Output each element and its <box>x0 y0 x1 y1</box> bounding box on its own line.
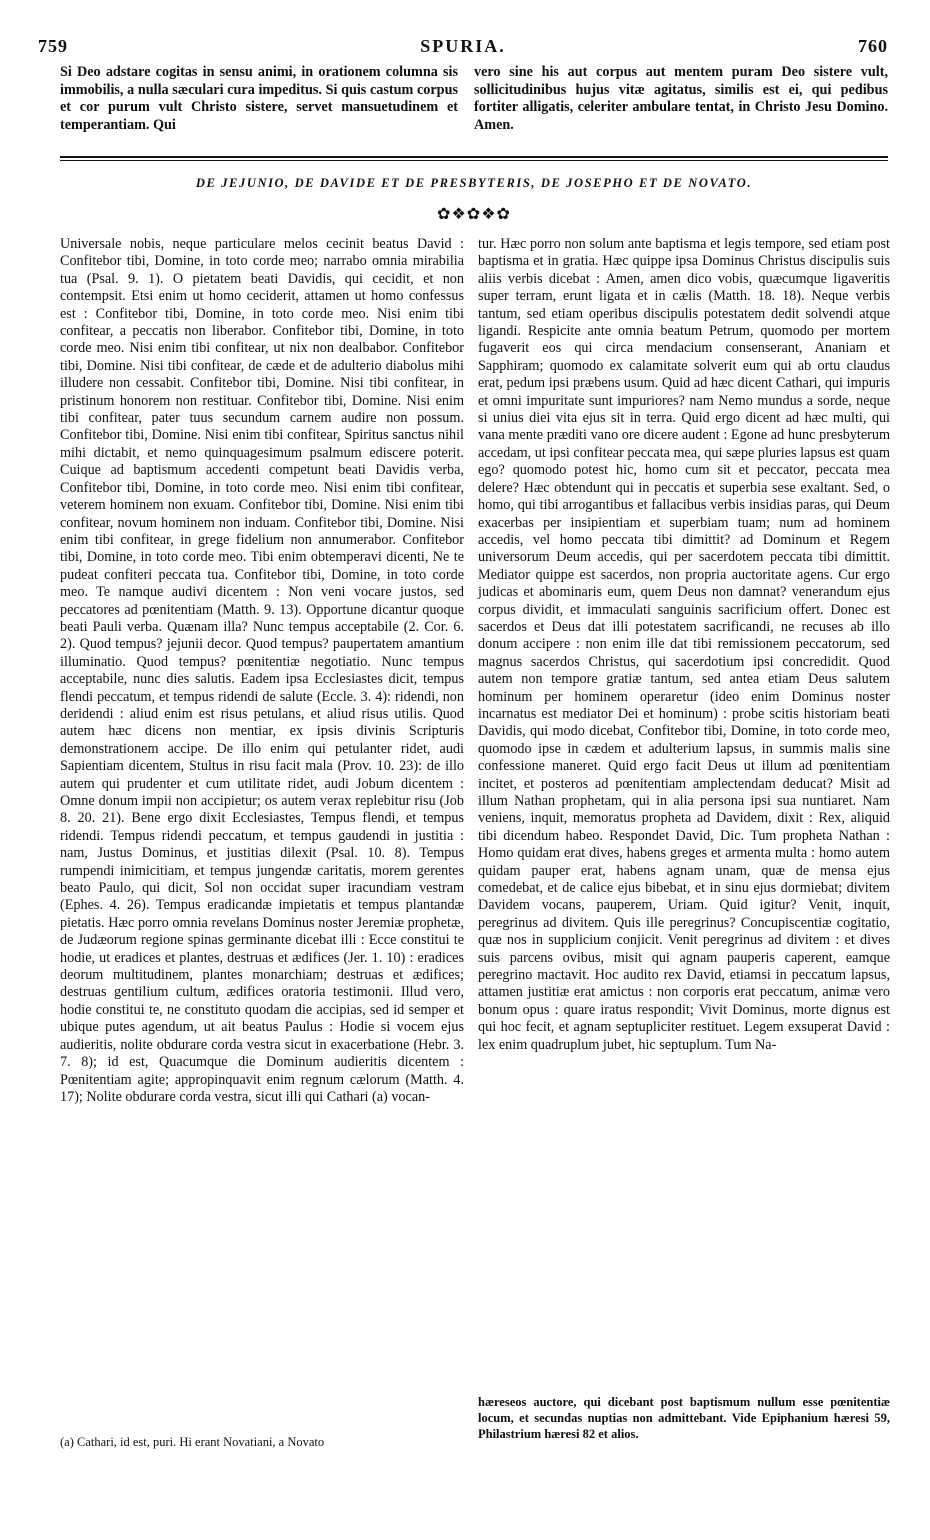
top-right-paragraph: vero sine his aut corpus aut mentem puram Deo sistere vult, sollicitudinibus hujus vitæ agitatus, similis est ei, qui pedibus fortiter alligatis, celeriter ambulare tentat, in Christo Jesu Domino. Amen. <box>474 64 888 133</box>
section-title: DE JEJUNIO, DE DAVIDE ET DE PRESBYTERIS, DE JOSEPHO ET DE NOVATO. <box>195 176 753 190</box>
running-title: SPURIA. <box>420 36 506 56</box>
page-header <box>38 36 888 58</box>
ornament-flourish: ✿❖✿❖✿ <box>437 206 511 223</box>
footnote-right: hæreseos auctore, qui dicebant post baptismum nullum esse pœnitentiæ locum, et secundas nuptias non admittebant. Vide Epiphanium hæresi 59, Philastrium hæresi 82 et alios. <box>478 1395 890 1441</box>
top-right-column <box>474 64 888 134</box>
top-left-paragraph: Si Deo adstare cogitas in sensu animi, in orationem columna sis immobilis, a nulla sæculari cura impeditus. Si quis castum corpus et cor purum vult Christo sistere, servet mansuetudinem et temperantiam. Qui <box>60 64 458 133</box>
main-left-column <box>60 236 464 1106</box>
page-number-right: 760 <box>858 36 888 56</box>
section-divider-thin <box>60 160 888 161</box>
footnote-left: (a) Cathari, id est, puri. Hi erant Novatiani, a Novato <box>60 1435 325 1449</box>
top-left-column <box>60 64 458 134</box>
section-divider-thick <box>60 156 888 158</box>
main-left-paragraph: Universale nobis, neque particulare melos cecinit beatus David : Confitebor tibi, Domine, in toto corde meo; narrabo omnia mirabilia tua (Psal. 9. 1). O pietatem beati Davidis, qui cecidit, et non contempsit. Etsi enim ut homo ceciderit, attamen ut homo confessus est : Confitebor tibi, Domine, in toto corde meo. Nisi enim tibi confitear, a peccatis non liberabor. Confitebor tibi, Domine, in toto corde meo. Nisi enim tibi confitear, ut nix non dealbabor. Confitebor tibi, Domine. Nisi tibi confitear, de cæde et de adulterio diabolus mihi illudere non cessabit. Confitebor tibi, Domine. Nisi tibi confitear, in pristinum honorem non restituar. Confitebor tibi, Domine. Nisi enim tibi confitear, pater tuus secundum carnem audire non possum. Confitebor tibi, Domine. Nisi enim tibi confitear, Spiritus sanctus nihil mihi dictabit, et nemo quinquagesimum psalmum ediscere poterit. Cuique ad baptismum accedenti competunt beati Davidis verba, Confitebor tibi, Domine, in toto corde meo. Nisi enim tibi confitear, veterem hominem non exuam. Confitebor tibi, Domine. Nisi enim tibi confitear, novum hominem non induam. Confitebor tibi, Domine. Nisi enim tibi confitear, in grege fidelium non annumerabor. Confitebor tibi, Domine, in toto corde meo. Tibi enim obtemperavi dicenti, Ne te pudeat confiteri peccata tua. Confitebor tibi, Domine, in toto corde meo. Te namque audivi dicentem : Non veni vocare justos, sed peccatores ad pœnitentiam (Matth. 9. 13). Opportune dicantur quoque beati Pauli verba. Quænam illa? Nunc tempus acceptabile (2. Cor. 6. 2). Quod tempus? jejunii decor. Quod tempus? paupertatem amantium illuminatio. Quod tempus? pœnitentiæ negotiatio. Nunc tempus acceptabile, nunc dies salutis. Eadem ipsa Ecclesiastes dicit, tempus flendi peccatum, et tempus ridendi de salute (Eccle. 3. 4): ridendi, non deridendi : aliud enim est risus petulans, et aliud risus utilis. Quod autem hæc dicens non mentiar, ex ipsis divinis Scripturis demonstrationem accipe. De illo enim qui petulanter ridet, audi Sapientiam dicentem, Stultus in risu facit mala (Prov. 10. 23): de illo autem qui prudenter et cum utilitate ridet, audi Jobum dicentem : Omne donum impii non accipietur; os autem verax replebitur risu (Job 8. 20. 21). Bene ergo dixit Ecclesiastes, Tempus flendi, et tempus ridendi. Tempus ridendi peccatum, et tempus gaudendi in justitia : nam, Justus Dominus, et justitias dilexit (Psal. 10. 8). Tempus rumpendi inimicitiam, et tempus jungendæ caritatis, morem gerentes beato Paulo, qui dicit, Sol non occidat super iracundiam vestram (Ephes. 4. 26). Tempus eradicandæ impietatis et tempus plantandæ pietatis. Hæc porro omnia revelans Dominus noster Jeremiæ prophetæ, de Judæorum regione spinas germinante dicebat illi : Ecce constitui te hodie, ut eradices et plantes, destruas et ædifices (Jer. 1. 10) : eradices deorum multitudinem, plantes monarchiam; destruas et ædifices; destruas gentilium cultum, ædifices oratoria testimonii. Illud vero, hodie constitui te, ne constituto quodam die accipias, sed id semper et ubique putes agendum, ut ait beatus Paulus : Hodie si vocem ejus audieritis, nolite obdurare corda vestra sicut in exacerbatione (Hebr. 3. 7. 8); id est, Quacumque die Dominum audieritis dicentem : Pœnitentiam agite; appropinquavit enim regnum cælorum (Matth. 4. 17); Nolite obdurare corda vestra, sicut illi qui Cathari (a) vocan- <box>60 236 464 1105</box>
main-right-paragraph: tur. Hæc porro non solum ante baptisma et legis tempore, sed etiam post baptisma et in gratia. Hæc quippe ipsa Dominus Christus discipulis suis aliis verbis dicebat : Amen, amen dico vobis, quæcumque ligaveritis super terram, erunt ligata et in cælis (Matth. 18. 18). Neque verbis tantum, sed etiam operibus discipulis potestatem dedit solvendi atque ligandi. Respicite ante omnia beatum Petrum, quomodo per mortem fugaverit eos qui circa mendacium consenserant, Ananiam et Sapphiram; quomodo ex calamitate solverit eum qui ab ortu claudus erat, pedum ipsi præbens usum. Quid ad hæc dicent Cathari, qui impuris et omni impuritate sunt impuriores? nam Nemo mundus a sorde, neque si unius diei vita ejus sit in terra. Quid ergo dicent ad hæc multi, qui vana mente præditi vano ore dicere audent : Egone ad hunc presbyterum accedam, ut ipsi confitear peccata mea, qui sæpe pluries lapsus est quam ego? quomodo potest hic, homo cum sit et peccator, peccata mea delere? Hæc obtendunt qui in peccatis et superbia sese exaltant. Sed, o homo, qui tibi arrogantibus et fallacibus verbis insidias paras, qui Deum exacerbas per insipientiam et superbiam tuam; num ad hominem accedis, vel homo peccata tibi dimittit? ad Dominum et Regem universorum Deum accedis, qui per sacerdotem peccata tibi dimittit. Mediator quippe est sacerdos, non propria auctoritate agens. Cur ergo judicas et abominaris eum, quem Deus non damnat? venerandum ejus corpus dividit, et immaculati sanguinis sacrificium offert. Donec est sacerdos et Deus dat illi potestatem sacrificandi, ne recuses ab illo donum accipere : non enim ille dat tibi remissionem peccatorum, sed magnus sacerdos Christus, qui sacerdotium ipsi concredidit. Quod autem non tempore gratiæ tantum, sed antea etiam Deus salutem hominum per hominem operaretur (ideo enim Dominus noster incarnatus est mediator Dei et hominum) : probe scitis historiam beati Davidis, qui modo dicebat, Confitebor tibi, Domine, in toto corde meo, quomodo ipse in cædem et adulterium lapsus, in summis malis sine confessione maneret. Quid ergo facit Deus ut illum ad pœnitentiam incitet, et posteros ad pœnitentiam amplectendam deducat? Misit ad illum Nathan prophetam, qui in alia persona ipsi sua nuntiaret. Nam veniens, inquit, memoratus propheta ad Davidem, dixit : Rex, aliquid tibi dicendum habeo. Respondet David, Dic. Tum propheta Nathan : Homo quidam erat dives, habens greges et armenta multa : homo autem quidam pauper erat, habens agnam unam, quæ de mensa ejus comedebat, et de calice ejus bibebat, et in sinu ejus dormiebat; divitem Davidem vocans, pauperem, Uriam. Quid igitur? Venit, inquit, peregrinus ad divitem. Quis ille peregrinus? Concupiscentiæ cogitatio, quæ nos in supplicium conjicit. Venit peregrinus ad divitem : et dives suis parcens ovibus, misit qui agnam pauperis caperent, eamque peregrino mactavit. Hoc audito rex David, etiamsi in peccatum lapsus, attamen justitiæ erat amictus : non corporis erat peccatum, animæ vero bonum opus : quare iratus respondit; Vivit Dominus, morte dignus est qui hoc fecit, et agnam septupliciter restituet. Legem exsuperat David : lex enim quadruplum jubet, hic septuplum. Tum Na- <box>478 236 890 1053</box>
main-right-column <box>478 236 890 1054</box>
page-number-left: 759 <box>38 36 68 56</box>
